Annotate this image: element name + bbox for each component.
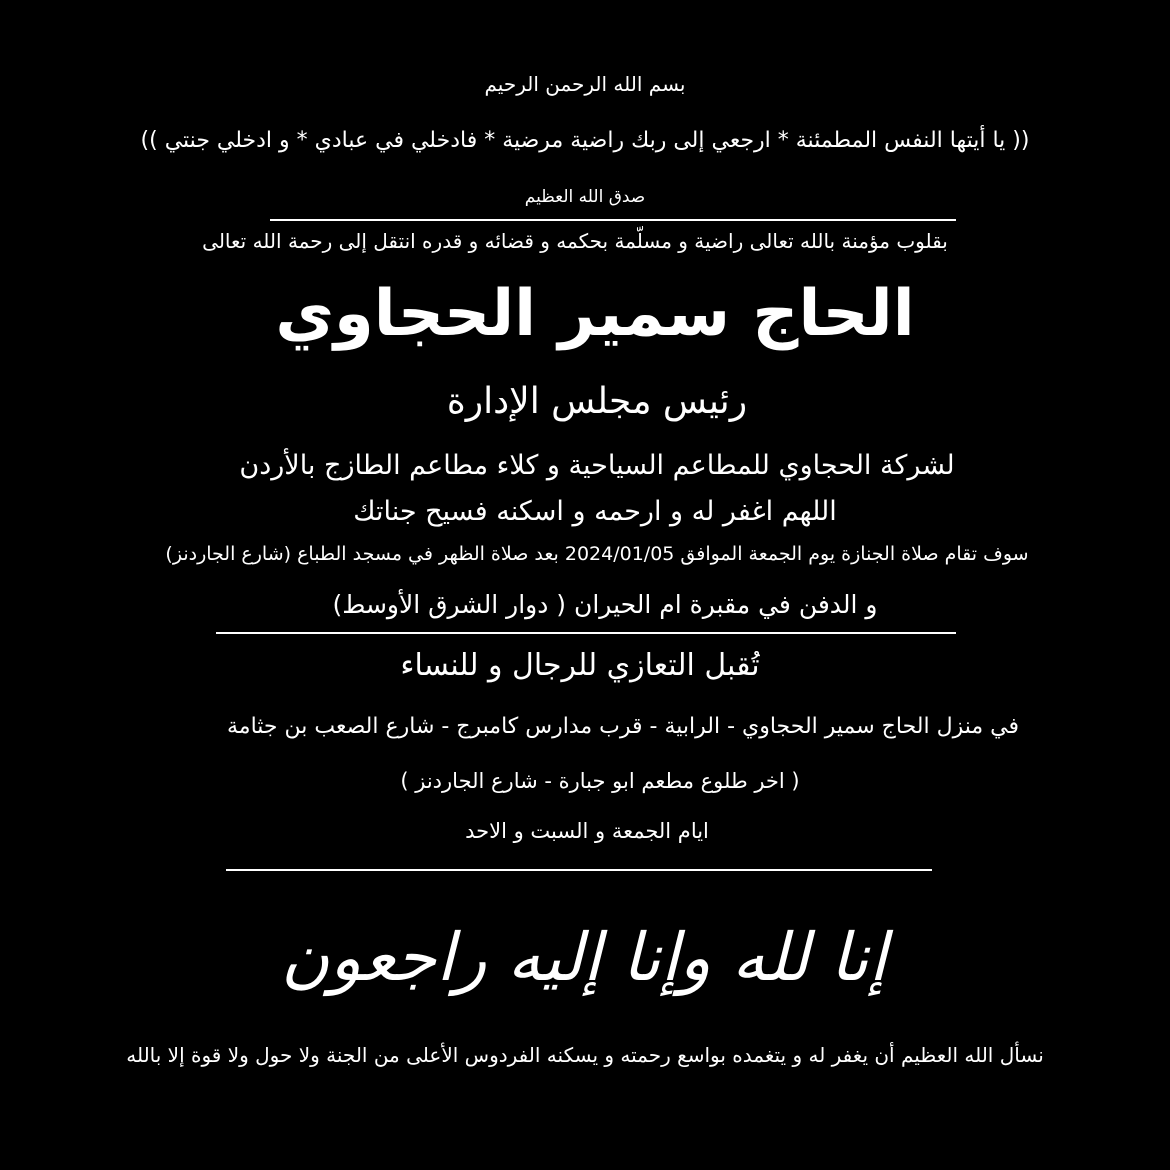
closing-supplication: نسأل الله العظيم أن يغفر له و يتغمده بواسع رحمته و يسكنه الفردوس الأعلى من الجنة ولا حول ولا قوة إلا بالله xyxy=(126,1043,1044,1067)
burial-line: و الدفن في مقبرة ام الحيران ( دوار الشرق الأوسط) xyxy=(332,590,878,619)
condolence-landmark: ( اخر طلوع مطعم ابو جبارة - شارع الجاردنز ) xyxy=(400,769,800,793)
calligraphy-verse xyxy=(272,892,897,1017)
condolence-title: تُقبل التعازي للرجال و للنساء xyxy=(400,648,760,683)
prayer-line: اللهم اغفر له و ارحمه و اسكنه فسيح جناتك xyxy=(353,496,837,527)
company-line: لشركة الحجاوي للمطاعم السياحية و كلاء مطاعم الطازج بالأردن xyxy=(239,450,955,481)
sadaq-line: صدق الله العظيم xyxy=(524,187,646,207)
intro-line: بقلوب مؤمنة بالله تعالى راضية و مسلّمة بحكمه و قضائه و قدره انتقل إلى رحمة الله تعالى xyxy=(202,229,948,253)
divider-middle xyxy=(216,632,956,634)
divider-bottom xyxy=(226,869,932,871)
condolence-house: في منزل الحاج سمير الحجاوي - الرابية - قرب مدارس كامبرج - شارع الصعب بن جثامة xyxy=(227,714,1019,739)
quran-verse: (( يا أيتها النفس المطمئنة * ارجعي إلى ربك راضية مرضية * فادخلي في عبادي * و ادخلي جنتي )) xyxy=(140,128,1030,153)
basmala-heading: بسم الله الرحمن الرحيم xyxy=(484,72,686,96)
funeral-prayer-line: سوف تقام صلاة الجنازة يوم الجمعة الموافق 2024/01/05 بعد صلاة الظهر في مسجد الطباع (شارع الجاردنز) xyxy=(165,543,1029,565)
divider-top xyxy=(270,219,956,221)
position-title: رئيس مجلس الإدارة xyxy=(446,381,748,422)
condolence-days: ايام الجمعة و السبت و الاحد xyxy=(465,819,709,843)
calligraphy-text: إنا لله وإنا إليه راجعون xyxy=(281,919,887,996)
deceased-name: الحاج سمير الحجاوي xyxy=(275,277,915,351)
